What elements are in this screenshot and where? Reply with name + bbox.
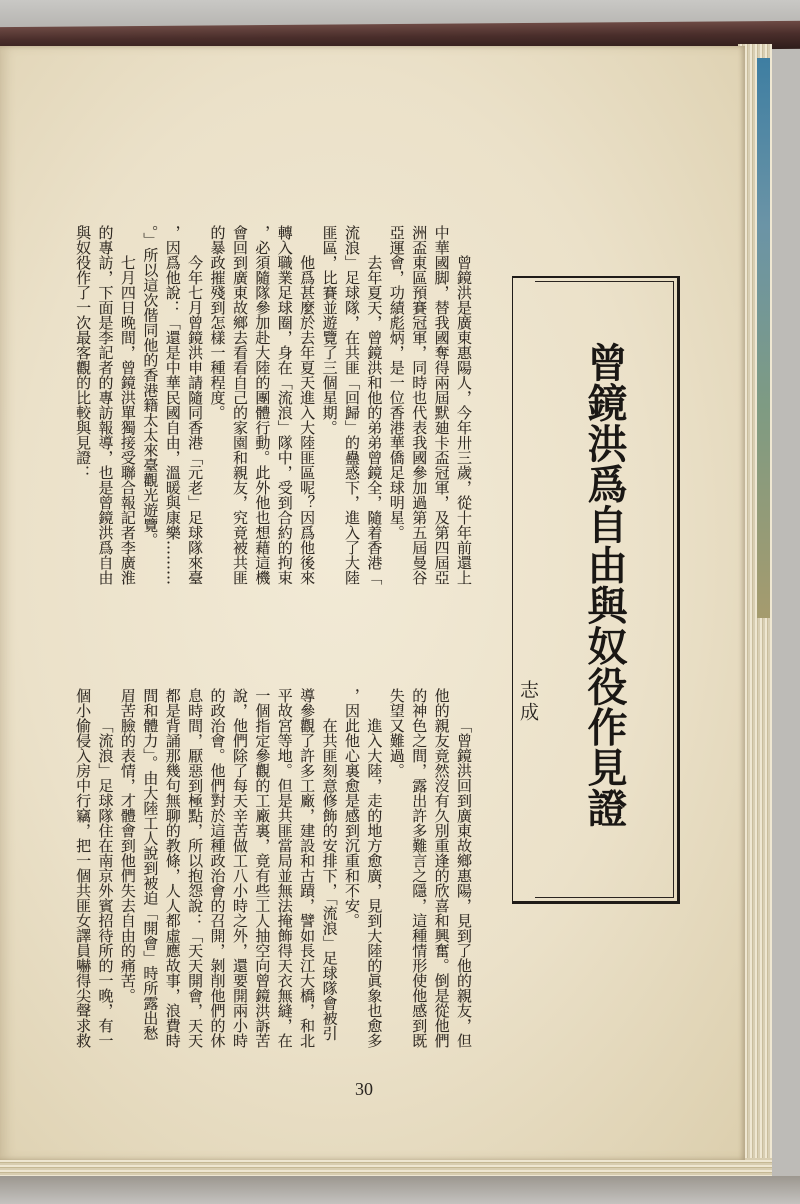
text-column: 「曾鏡洪回到廣東故鄉惠陽，見到了他的親友，但 (455, 718, 473, 1048)
article-title: 曾鏡洪爲自由與奴役作見證 (581, 342, 628, 828)
upper-text-block (70, 225, 475, 591)
paragraph (341, 688, 386, 1054)
text-column: 的暴政摧殘到怎樣一種程度。 (208, 225, 227, 420)
book-page (0, 46, 745, 1160)
lower-text-block (70, 688, 475, 1054)
text-column: ，必須隨隊參加赴大陸的團體行動。此外他也想藉這機 (253, 225, 272, 585)
text-column: 他爲甚麼於去年夏天進入大陸匪區呢？因爲他後來 (298, 255, 317, 585)
text-column: 失望又難過。 (387, 688, 406, 778)
text-column: 七月四日晚間，曾鏡洪單獨接受聯合報記者李廣淮 (118, 255, 137, 585)
paragraph (318, 225, 385, 591)
text-column: 他的親友竟然沒有久別重逢的欣喜和興奮。倒是從他們 (432, 688, 451, 1048)
text-column: 進入大陸，走的地方愈廣，見到大陸的眞象也愈多 (365, 718, 384, 1048)
text-column: 亞運會，功績彪炳，是一位香港華僑足球明星。 (387, 225, 406, 540)
paragraph (72, 688, 117, 1054)
text-column: 曾鏡洪是廣東惠陽人，今年卅三歲，從十年前還上 (455, 255, 473, 585)
text-column: ，因爲他說：「還是中華民國自由，溫暖與康樂……… (163, 225, 182, 585)
paragraph (206, 225, 318, 591)
text-column: 眉苦臉的表情，才體會到他們失去自由的痛苦。 (118, 688, 137, 1003)
page-number: 30 (355, 1079, 373, 1099)
text-column: 中華國脚，替我國奪得兩屆默廸卡盃冠軍，及第四屆亞 (432, 225, 451, 585)
text-column: 說，他們除了每天辛苦做工八小時之外，還要開兩小時 (230, 688, 249, 1048)
text-column: 的政治會。他們對於這種政治會的召開，剝削他們的休 (208, 688, 227, 1048)
text-column: ，因此他心裏愈是感到沉重和不安。 (342, 688, 361, 928)
next-page-photo-strip (757, 58, 770, 618)
text-column: 會回到廣東故鄉去看看自己的家園和親友，究竟被共匪 (230, 225, 249, 585)
author-byline: 志成 (517, 680, 539, 724)
photo-background-bottom (0, 1176, 800, 1204)
text-column: 的神色之間，露出許多難言之隱，這種情形使他感到既 (410, 688, 429, 1048)
title-frame (512, 276, 680, 904)
text-column: 導參觀了許多工廠，建設和古蹟，譬如長江大橋，和北 (298, 688, 317, 1048)
text-column: 一個指定參觀的工廠裏，竟有些工人抽空向曾鏡洪訴苦 (253, 688, 272, 1048)
text-column: 今年七月曾鏡洪申請隨同香港「元老」足球隊來臺 (186, 255, 205, 585)
text-column: 。」所以這次偕同他的香港籍太太來臺觀光遊覽。 (141, 225, 160, 548)
text-column: 在共匪刻意修飾的安排下，「流浪」足球隊會被引 (320, 718, 339, 1041)
paragraph (385, 688, 475, 1054)
paragraph (385, 225, 475, 591)
text-column: 去年夏天，曾鏡洪和他的弟弟曾鏡全，隨着香港「 (365, 255, 384, 585)
text-column: 流浪」足球隊，在共匪「回歸」的蠱惑下，進入了大陸 (342, 225, 361, 585)
text-column: 間和體力」。由大陸工人說到被迫「開會」時所露出愁 (141, 688, 160, 1041)
text-column: 的專訪，下面是李記者的專訪報導，也是曾鏡洪爲自由 (96, 225, 115, 585)
text-column: 匪區，比賽並遊覽了三個星期。 (320, 225, 339, 435)
text-column: 與奴役作了一次最客觀的比較與見證： (74, 225, 93, 480)
text-column: 個小偷侵入房中行竊，把一個共匪女譯員嚇得尖聲求救 (74, 688, 93, 1048)
paragraph (117, 688, 341, 1054)
paragraph (72, 225, 139, 591)
text-column: 洲盃東區預賽冠軍，同時也代表我國參加過第五屆曼谷 (410, 225, 429, 585)
page-edges-bottom (0, 1158, 772, 1176)
text-column: 都是背誦那幾句無聊的教條，人人都虛應故事，浪費時 (163, 688, 182, 1048)
text-column: 轉入職業足球圈，身在「流浪」隊中，受到合約的拘束 (275, 225, 294, 585)
text-column: 息時間，厭惡到極點，所以抱怨說：「天天開會，天天 (186, 688, 205, 1048)
text-column: 「流浪」足球隊住在南京外賓招待所的一晚，有一 (96, 718, 115, 1048)
paragraph (139, 225, 206, 591)
text-column: 平故宮等地。但是共匪當局並無法掩飾得天衣無縫，在 (275, 688, 294, 1048)
